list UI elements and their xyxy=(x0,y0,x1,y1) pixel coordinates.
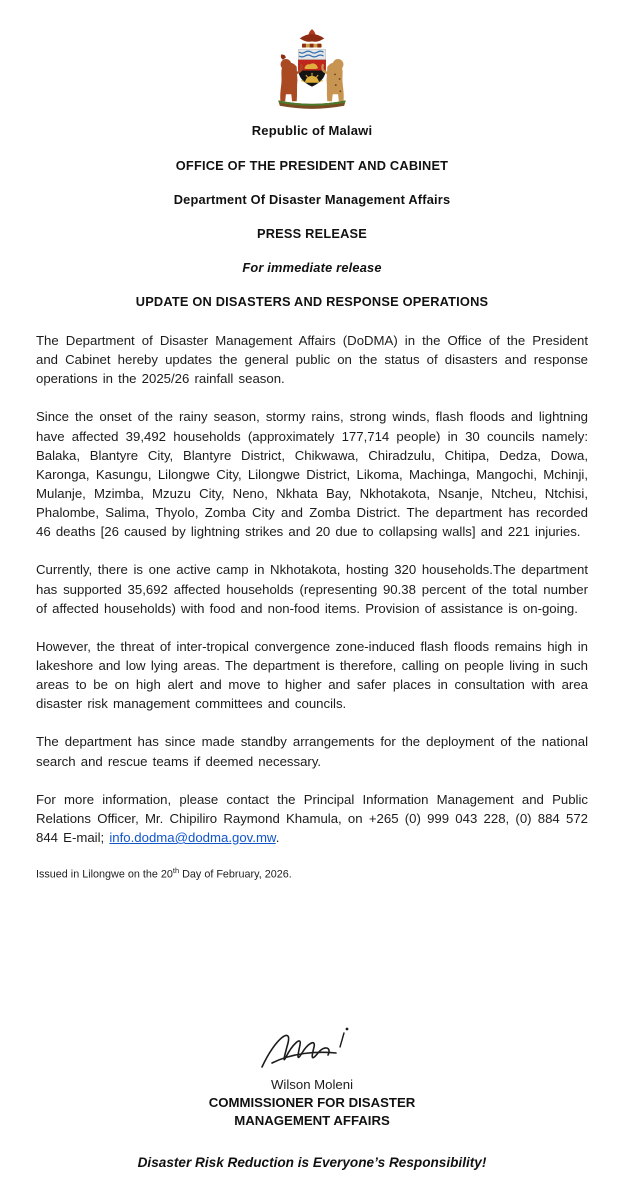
country-name: Republic of Malawi xyxy=(251,123,373,138)
signature-image xyxy=(252,1023,372,1081)
signatory-title: COMMISSIONER FOR DISASTER MANAGEMENT AFFAIRS xyxy=(208,1094,416,1128)
paragraph-standby: The department has since made standby arrangements for the deployment of the national search and rescue teams if deemed necessary. xyxy=(36,734,588,769)
office-line: OFFICE OF THE PRESIDENT AND CABINET xyxy=(175,158,449,173)
release-note-line: For immediate release xyxy=(242,260,382,275)
issued-ordinal-sup: th xyxy=(172,866,180,876)
paragraph-response: Currently, there is one active camp in Nkhotakota, hosting 320 households.The department has supported 35,692 affected households (representing 90.38 percent of the total number of affected households) with food and non-food items. Provision of assistance is on-going. xyxy=(36,562,588,616)
paragraph-intro: The Department of Disaster Management Affairs (DoDMA) in the Office of the President and Cabinet hereby updates the general public on the status of disasters and response operations in the 2025/26 rainfall season. xyxy=(36,333,588,387)
doc-type-line: PRESS RELEASE xyxy=(257,226,367,241)
signatory-name: Wilson Moleni xyxy=(270,1076,354,1092)
contact-text-end: . xyxy=(275,829,280,845)
paragraph-impact: Since the onset of the rainy season, stormy rains, strong winds, flash floods and lightning have affected 39,492 households (approximately 177,714 people) in 30 councils namely: Balaka, Blantyre City, Blantyre District, Chikwawa, Chiradzulu, Chitipa, Dedza, Dowa, Karonga, Kasungu, Lilongwe City, Lilongwe District, Likoma, Machinga, Mangochi, Mchinji, Mulanje, Mzimba, Mzuzu City, Neno, Nkhata Bay, Nkhotakota, Nsanje, Ntcheu, Ntchisi, Phalombe, Salima, Thyolo, Zomba City and Zomba District. The department has recorded 46 deaths [26 caused by lightning strikes and 20 due to collapsing walls] and 221 injuries. xyxy=(36,409,588,540)
contact-text: For more information, please contact the Principal Information Management and Public Relations Officer, Mr. Chipiliro Raymond Khamula, on +265 (0) 999 043 228, (0) 884 572 844 E-mail; xyxy=(36,791,588,845)
press-release-title: UPDATE ON DISASTERS AND RESPONSE OPERATIONS xyxy=(135,294,489,309)
paragraph-warning: However, the threat of inter-tropical convergence zone-induced flash floods remains high in lakeshore and low lying areas. The department is therefore, calling on people living in such areas to be on high alert and move to higher and safer places in consultation with area disaster risk management committees and councils. xyxy=(36,638,588,712)
issued-text-end: Day of February, 2026. xyxy=(179,868,292,881)
coat-of-arms-container xyxy=(36,26,588,117)
malawi-coat-of-arms-icon xyxy=(266,26,358,112)
issued-text: Issued in Lilongwe on the 20 xyxy=(36,868,173,881)
issued-line xyxy=(36,866,588,881)
email-link[interactable]: info.dodma@dodma.gov.mw xyxy=(109,829,276,845)
department-line: Department Of Disaster Management Affairs xyxy=(173,192,451,207)
signature-block xyxy=(36,1023,588,1130)
paragraph-contact xyxy=(36,790,588,847)
footer-slogan: Disaster Risk Reduction is Everyone’s Responsibility! xyxy=(137,1155,487,1171)
